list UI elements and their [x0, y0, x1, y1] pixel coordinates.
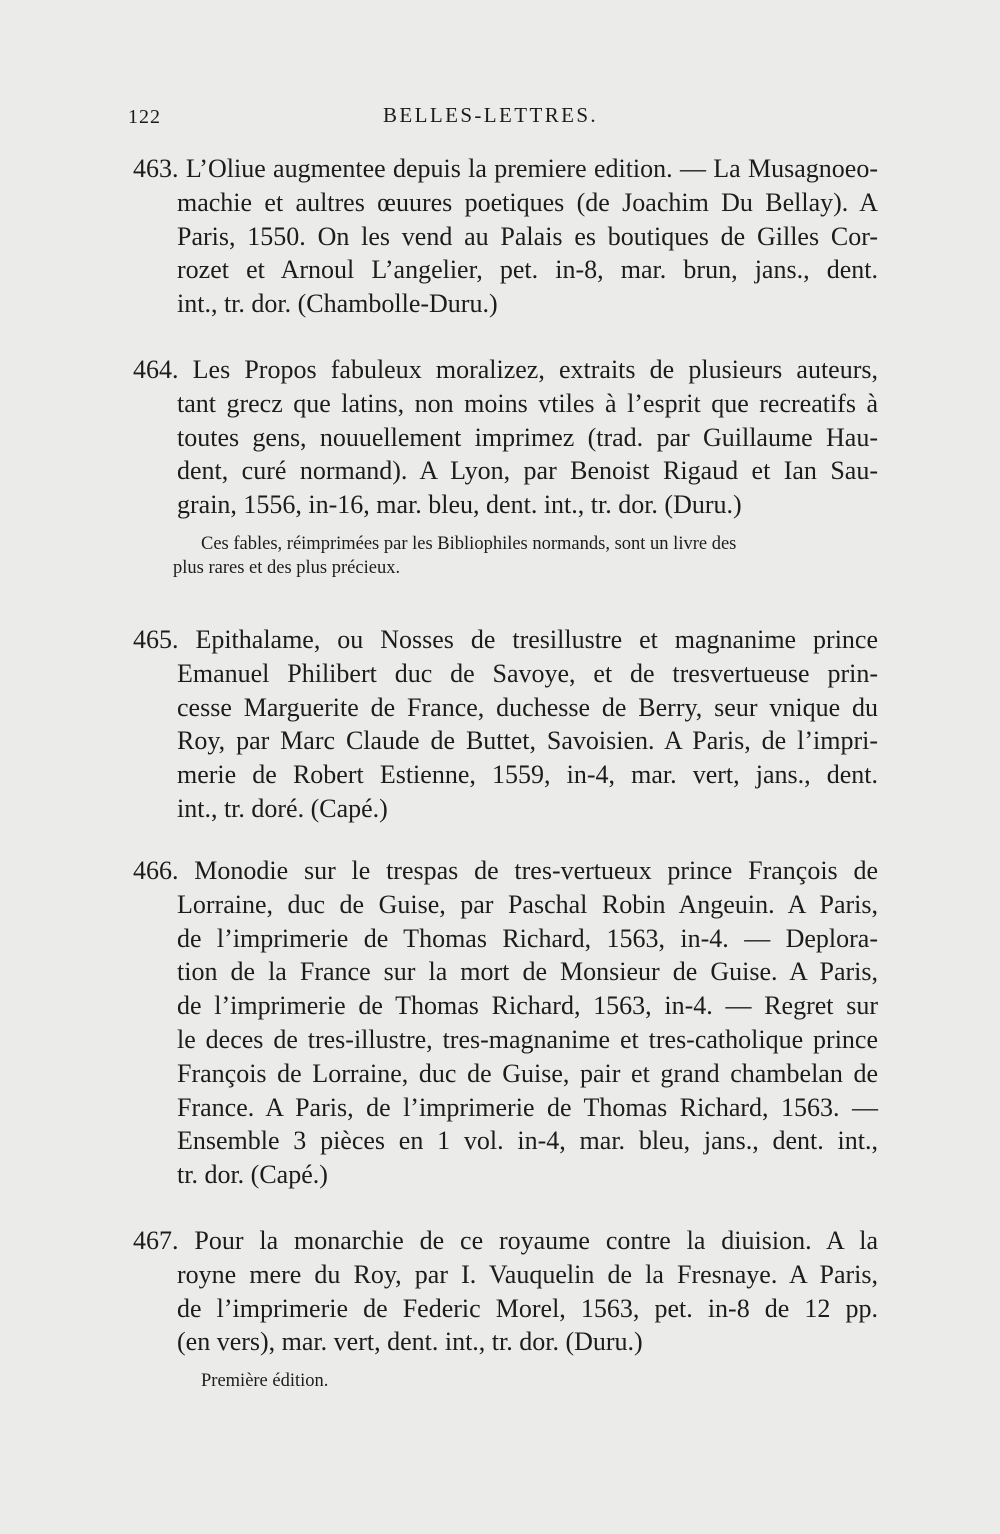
entry-line: François de Lorraine, duc de Guise, pair et grand chambelan de: [177, 1058, 878, 1088]
entry-line: de l’imprimerie de Thomas Richard, 1563, in-4. — Deplora-: [177, 923, 878, 953]
entry-line: merie de Robert Estienne, 1559, in-4, mar. vert, jans., dent.: [177, 760, 878, 790]
entry-line: 464. Les Propos fabuleux moralizez, extraits de plusieurs auteurs,: [133, 355, 878, 384]
entry-line: Ensemble 3 pièces en 1 vol. in-4, mar. bleu, jans., dent. int.,: [177, 1126, 878, 1156]
entry-line: rozet et Arnoul L’angelier, pet. in-8, mar. brun, jans., dent.: [177, 255, 878, 285]
entry-line: Paris, 1550. On les vend au Palais es boutiques de Gilles Cor-: [177, 221, 878, 251]
entry-line: tant grecz que latins, non moins vtiles à l’esprit que recreatifs à: [177, 388, 878, 418]
entry-line: Emanuel Philibert duc de Savoye, et de tresvertueuse prin-: [177, 658, 878, 688]
catalog-entry-464: [133, 353, 878, 580]
entry-line: int., tr. dor. (Chambolle-Duru.): [177, 289, 498, 319]
entry-line: de l’imprimerie de Federic Morel, 1563, pet. in-8 de 12 pp.: [177, 1293, 878, 1323]
entry-line: France. A Paris, de l’imprimerie de Thomas Richard, 1563. —: [177, 1092, 878, 1122]
entry-line: int., tr. doré. (Capé.): [177, 793, 388, 823]
entry-line: tr. dor. (Capé.): [177, 1160, 328, 1190]
note-line: plus rares et des plus précieux.: [173, 557, 401, 578]
entry-line: 465. Epithalame, ou Nosses de tresillustre et magnanime prince: [133, 625, 878, 654]
entry-line: le deces de tres-illustre, tres-magnanime et tres-catholique prince: [177, 1024, 878, 1054]
entry-note: [133, 532, 878, 580]
catalog-entry-466: [133, 854, 878, 1192]
entry-line: royne mere du Roy, par I. Vauquelin de la Fresnaye. A Paris,: [177, 1259, 878, 1289]
running-head: BELLES-LETTRES.: [383, 103, 599, 127]
entry-line: 466. Monodie sur le trespas de tres-vertueux prince François de: [133, 856, 878, 885]
entry-note: [133, 1369, 878, 1393]
entry-line: 463. L’Oliue augmentee depuis la premiere edition. — La Musagnoeo-: [133, 154, 878, 183]
entry-line: (en vers), mar. vert, dent. int., tr. dor. (Duru.): [177, 1327, 643, 1357]
catalog-entry-463: [133, 152, 878, 321]
note-line: Première édition.: [201, 1371, 329, 1392]
entry-line: Lorraine, duc de Guise, par Paschal Robin Angeuin. A Paris,: [177, 889, 878, 919]
catalog-entry-467: [133, 1224, 878, 1393]
page-number: 122: [128, 106, 161, 128]
entry-line: toutes gens, nouuellement imprimez (trad. par Guillaume Hau-: [177, 422, 878, 452]
entry-line: 467. Pour la monarchie de ce royaume contre la diuision. A la: [133, 1226, 878, 1255]
note-line: Ces fables, réimprimées par les Bibliophiles normands, sont un livre des: [201, 533, 737, 554]
entry-line: machie et aultres œuures poetiques (de Joachim Du Bellay). A: [177, 187, 878, 217]
entry-line: de l’imprimerie de Thomas Richard, 1563, in-4. — Regret sur: [177, 991, 878, 1021]
entry-line: cesse Marguerite de France, duchesse de Berry, seur vnique du: [177, 692, 878, 722]
entry-line: grain, 1556, in-16, mar. bleu, dent. int., tr. dor. (Duru.): [177, 490, 742, 520]
catalog-entry-465: [133, 623, 878, 826]
entry-line: dent, curé normand). A Lyon, par Benoist Rigaud et Ian Sau-: [177, 456, 878, 486]
entry-line: Roy, par Marc Claude de Buttet, Savoisien. A Paris, de l’impri-: [177, 726, 878, 756]
entry-line: tion de la France sur la mort de Monsieur de Guise. A Paris,: [177, 957, 878, 987]
